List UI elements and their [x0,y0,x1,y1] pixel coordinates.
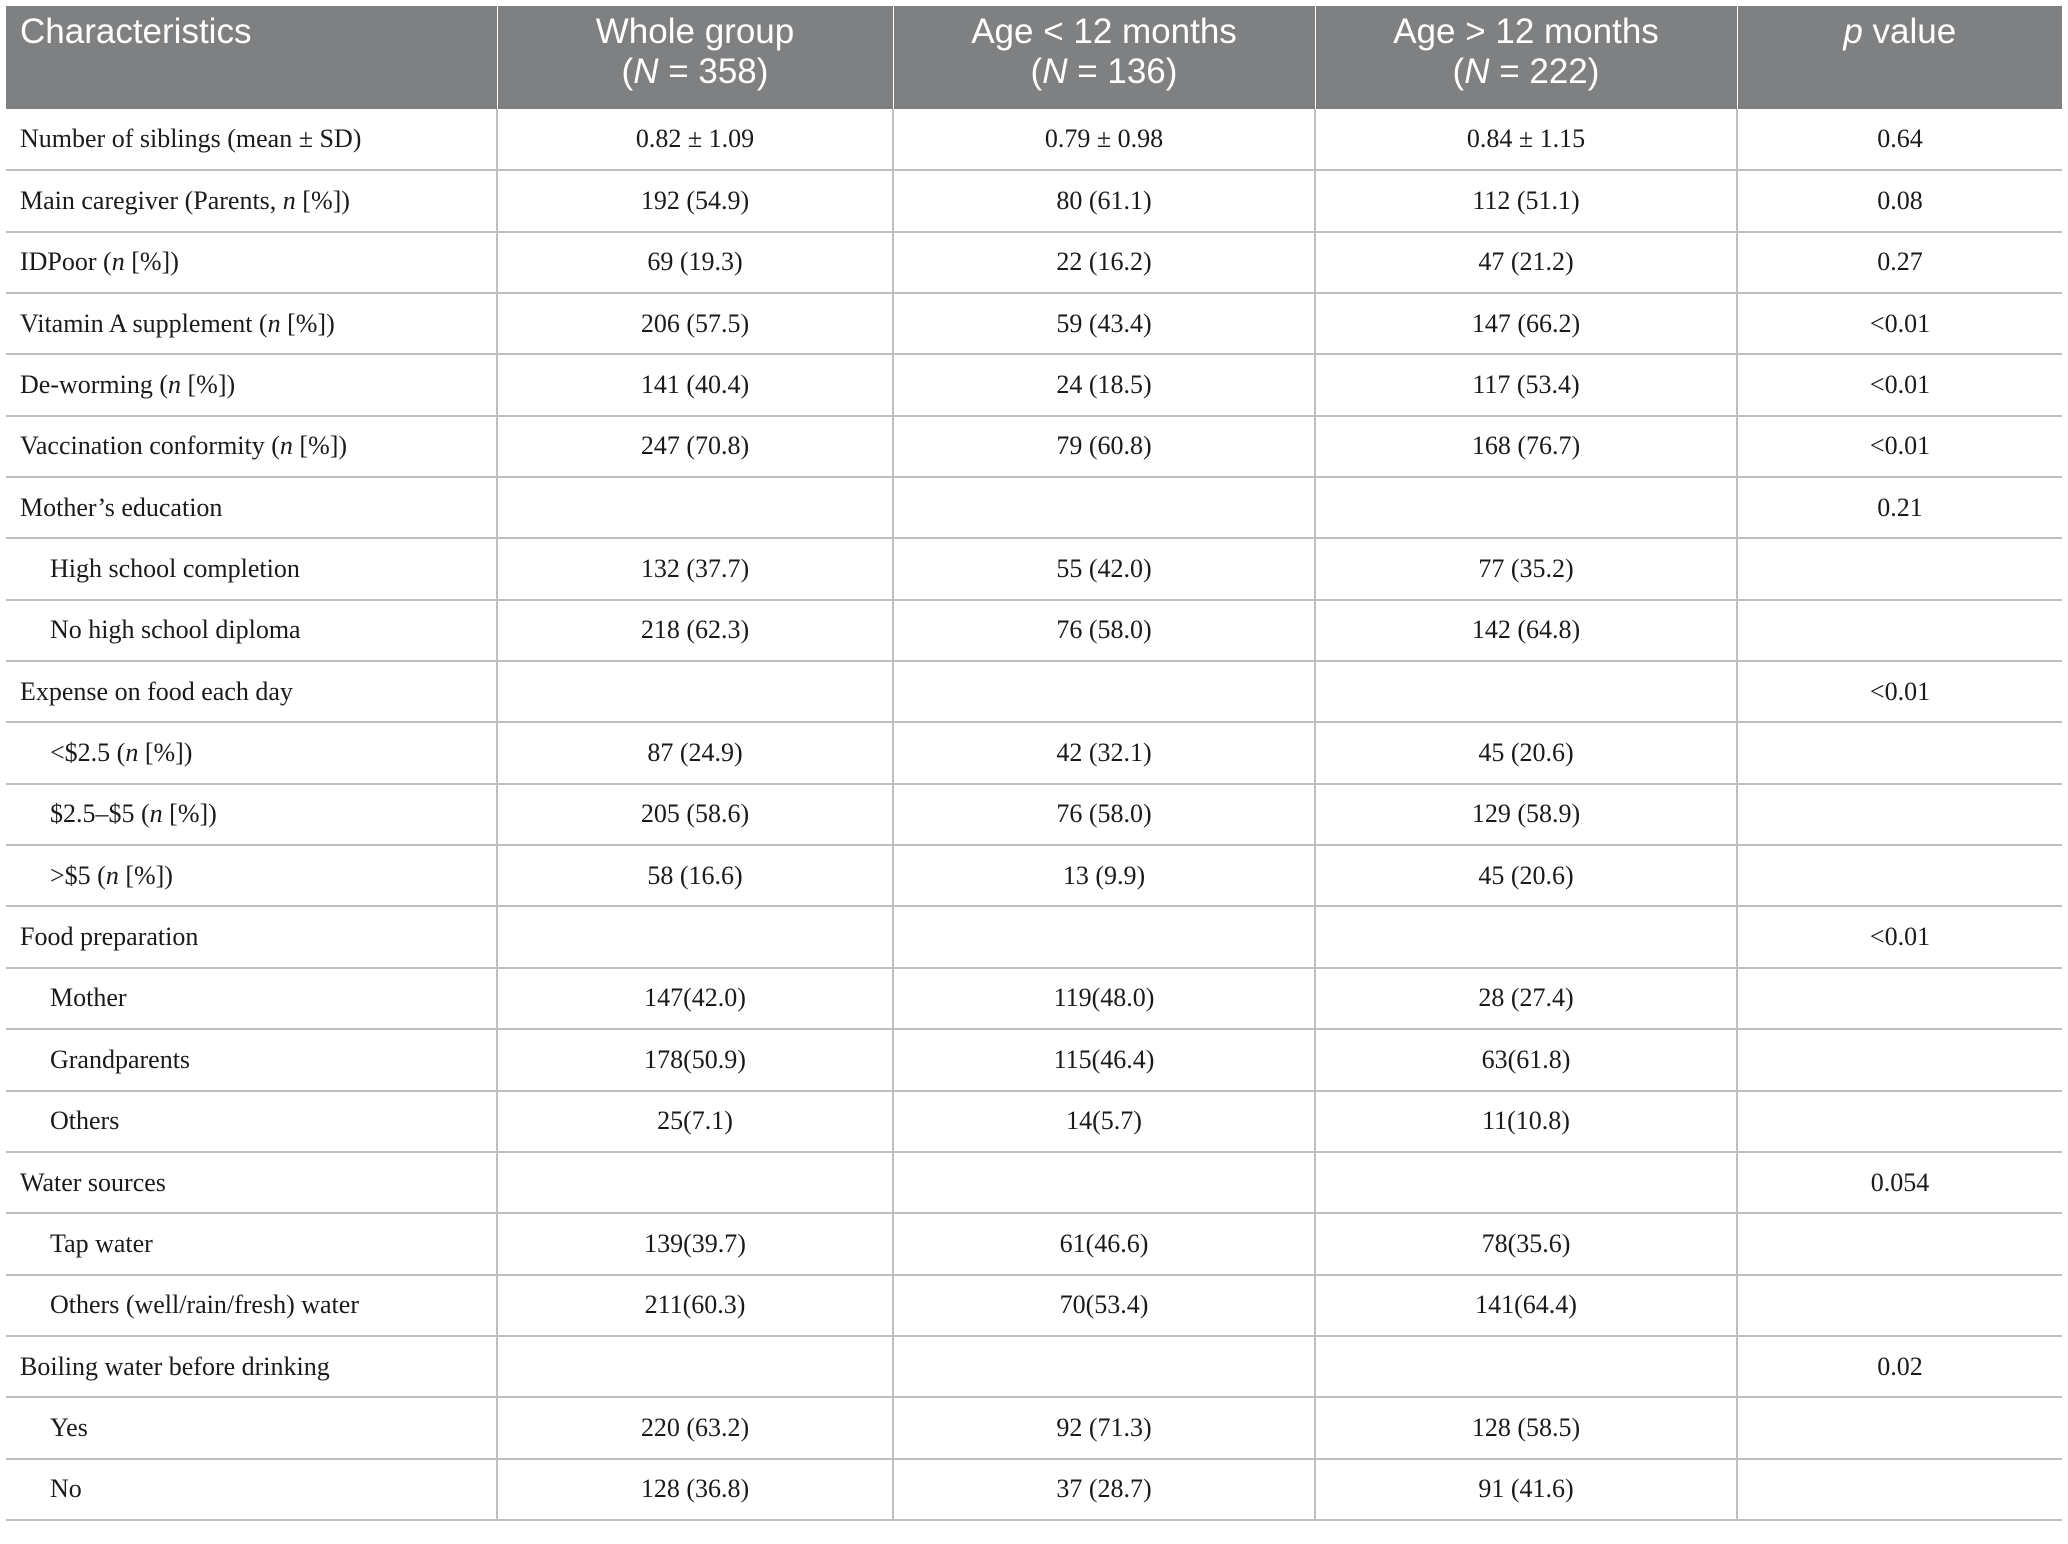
row-label: $2.5–$5 (n [%]) [6,784,497,845]
cell-age-over-12 [1315,1336,1737,1397]
table-row [6,1275,2062,1336]
cell-age-under-12: 79 (60.8) [893,416,1315,477]
table-body [6,109,2062,1520]
cell-age-under-12: 14(5.7) [893,1091,1315,1152]
cell-p-value [1737,600,2062,661]
cell-whole-group: 220 (63.2) [497,1397,893,1458]
cell-p-value [1737,1275,2062,1336]
cell-age-under-12: 119(48.0) [893,968,1315,1029]
cell-age-under-12 [893,661,1315,722]
row-label: Others (well/rain/fresh) water [6,1275,497,1336]
cell-whole-group [497,661,893,722]
table-row [6,232,2062,293]
cell-age-under-12: 76 (58.0) [893,784,1315,845]
cell-whole-group: 141 (40.4) [497,354,893,415]
cell-age-over-12 [1315,906,1737,967]
cell-p-value: 0.08 [1737,170,2062,231]
row-label: Water sources [6,1152,497,1213]
cell-p-value [1737,845,2062,906]
cell-age-under-12: 61(46.6) [893,1213,1315,1274]
cell-age-over-12: 91 (41.6) [1315,1459,1737,1520]
header-whole-group [497,6,893,109]
cell-age-over-12: 112 (51.1) [1315,170,1737,231]
cell-p-value: 0.27 [1737,232,2062,293]
cell-whole-group: 128 (36.8) [497,1459,893,1520]
row-label: De-worming (n [%]) [6,354,497,415]
row-label: >$5 (n [%]) [6,845,497,906]
cell-age-under-12: 0.79 ± 0.98 [893,109,1315,170]
cell-p-value: <0.01 [1737,906,2062,967]
table-row [6,170,2062,231]
cell-p-value [1737,1091,2062,1152]
header-age-over-12-n: (N = 222) [1452,52,1600,91]
header-p-value: p value [1737,6,2062,109]
cell-age-over-12: 129 (58.9) [1315,784,1737,845]
row-label: Boiling water before drinking [6,1336,497,1397]
cell-age-under-12 [893,1336,1315,1397]
cell-whole-group [497,477,893,538]
cell-p-value [1737,538,2062,599]
cell-age-under-12: 37 (28.7) [893,1459,1315,1520]
cell-whole-group: 139(39.7) [497,1213,893,1274]
cell-age-over-12: 78(35.6) [1315,1213,1737,1274]
cell-age-over-12: 47 (21.2) [1315,232,1737,293]
row-label: Number of siblings (mean ± SD) [6,109,497,170]
cell-whole-group: 247 (70.8) [497,416,893,477]
row-label: Main caregiver (Parents, n [%]) [6,170,497,231]
cell-p-value: 0.21 [1737,477,2062,538]
cell-age-over-12: 45 (20.6) [1315,722,1737,783]
table-row [6,1152,2062,1213]
cell-age-under-12 [893,1152,1315,1213]
cell-age-under-12: 80 (61.1) [893,170,1315,231]
header-whole-group-title: Whole group [595,12,795,51]
cell-whole-group: 25(7.1) [497,1091,893,1152]
cell-whole-group: 206 (57.5) [497,293,893,354]
cell-p-value: 0.64 [1737,109,2062,170]
cell-p-value: <0.01 [1737,416,2062,477]
cell-whole-group [497,1336,893,1397]
cell-p-value [1737,1029,2062,1090]
table-row [6,600,2062,661]
table-row [6,1029,2062,1090]
cell-whole-group: 218 (62.3) [497,600,893,661]
row-label: Expense on food each day [6,661,497,722]
cell-age-over-12: 45 (20.6) [1315,845,1737,906]
cell-whole-group: 58 (16.6) [497,845,893,906]
cell-p-value: <0.01 [1737,354,2062,415]
row-label: Tap water [6,1213,497,1274]
table-row [6,1091,2062,1152]
cell-age-over-12: 11(10.8) [1315,1091,1737,1152]
cell-age-over-12 [1315,661,1737,722]
cell-age-under-12: 55 (42.0) [893,538,1315,599]
cell-age-over-12: 141(64.4) [1315,1275,1737,1336]
cell-age-under-12 [893,906,1315,967]
characteristics-table [6,6,2062,1521]
table-row [6,845,2062,906]
cell-whole-group: 147(42.0) [497,968,893,1029]
cell-p-value [1737,1459,2062,1520]
cell-age-over-12: 117 (53.4) [1315,354,1737,415]
cell-p-value [1737,1397,2062,1458]
table-row [6,661,2062,722]
cell-age-under-12: 24 (18.5) [893,354,1315,415]
row-label: <$2.5 (n [%]) [6,722,497,783]
cell-whole-group: 205 (58.6) [497,784,893,845]
cell-whole-group: 69 (19.3) [497,232,893,293]
cell-age-under-12: 70(53.4) [893,1275,1315,1336]
row-label: Grandparents [6,1029,497,1090]
table-row [6,1336,2062,1397]
cell-p-value [1737,968,2062,1029]
row-label: Food preparation [6,906,497,967]
cell-age-under-12: 115(46.4) [893,1029,1315,1090]
cell-age-over-12: 28 (27.4) [1315,968,1737,1029]
cell-age-over-12: 0.84 ± 1.15 [1315,109,1737,170]
table-row [6,784,2062,845]
cell-age-over-12: 63(61.8) [1315,1029,1737,1090]
cell-age-under-12 [893,477,1315,538]
cell-p-value [1737,1213,2062,1274]
cell-age-over-12: 77 (35.2) [1315,538,1737,599]
header-age-under-12-title: Age < 12 months [971,12,1237,51]
cell-age-over-12: 147 (66.2) [1315,293,1737,354]
row-label: No high school diploma [6,600,497,661]
cell-whole-group: 132 (37.7) [497,538,893,599]
cell-whole-group [497,1152,893,1213]
cell-age-over-12 [1315,477,1737,538]
row-label: Yes [6,1397,497,1458]
cell-p-value [1737,722,2062,783]
table-row [6,538,2062,599]
table-row [6,968,2062,1029]
cell-age-under-12: 22 (16.2) [893,232,1315,293]
table-row [6,1213,2062,1274]
header-row [6,6,2062,109]
row-label: Others [6,1091,497,1152]
cell-age-under-12: 42 (32.1) [893,722,1315,783]
row-label: No [6,1459,497,1520]
table-row [6,416,2062,477]
table-row [6,109,2062,170]
table-row [6,1397,2062,1458]
cell-whole-group: 87 (24.9) [497,722,893,783]
cell-whole-group [497,906,893,967]
table-row [6,1459,2062,1520]
cell-age-over-12: 142 (64.8) [1315,600,1737,661]
cell-whole-group: 0.82 ± 1.09 [497,109,893,170]
table-row [6,293,2062,354]
header-whole-group-n: (N = 358) [621,52,769,91]
header-age-over-12 [1315,6,1737,109]
cell-age-over-12 [1315,1152,1737,1213]
cell-age-under-12: 92 (71.3) [893,1397,1315,1458]
cell-p-value [1737,784,2062,845]
row-label: Vitamin A supplement (n [%]) [6,293,497,354]
cell-whole-group: 192 (54.9) [497,170,893,231]
cell-whole-group: 178(50.9) [497,1029,893,1090]
row-label: Vaccination conformity (n [%]) [6,416,497,477]
cell-age-over-12: 128 (58.5) [1315,1397,1737,1458]
table-row [6,722,2062,783]
row-label: Mother [6,968,497,1029]
cell-p-value: 0.02 [1737,1336,2062,1397]
row-label: IDPoor (n [%]) [6,232,497,293]
header-characteristics: Characteristics [6,6,497,109]
cell-age-over-12: 168 (76.7) [1315,416,1737,477]
characteristics-table-container [6,6,2062,1521]
row-label: Mother’s education [6,477,497,538]
cell-whole-group: 211(60.3) [497,1275,893,1336]
table-row [6,477,2062,538]
cell-p-value: <0.01 [1737,661,2062,722]
cell-age-under-12: 76 (58.0) [893,600,1315,661]
cell-p-value: <0.01 [1737,293,2062,354]
header-age-over-12-title: Age > 12 months [1393,12,1659,51]
cell-age-under-12: 13 (9.9) [893,845,1315,906]
table-header [6,6,2062,109]
table-row [6,354,2062,415]
table-row [6,906,2062,967]
header-age-under-12 [893,6,1315,109]
header-age-under-12-n: (N = 136) [1030,52,1178,91]
cell-age-under-12: 59 (43.4) [893,293,1315,354]
row-label: High school completion [6,538,497,599]
cell-p-value: 0.054 [1737,1152,2062,1213]
